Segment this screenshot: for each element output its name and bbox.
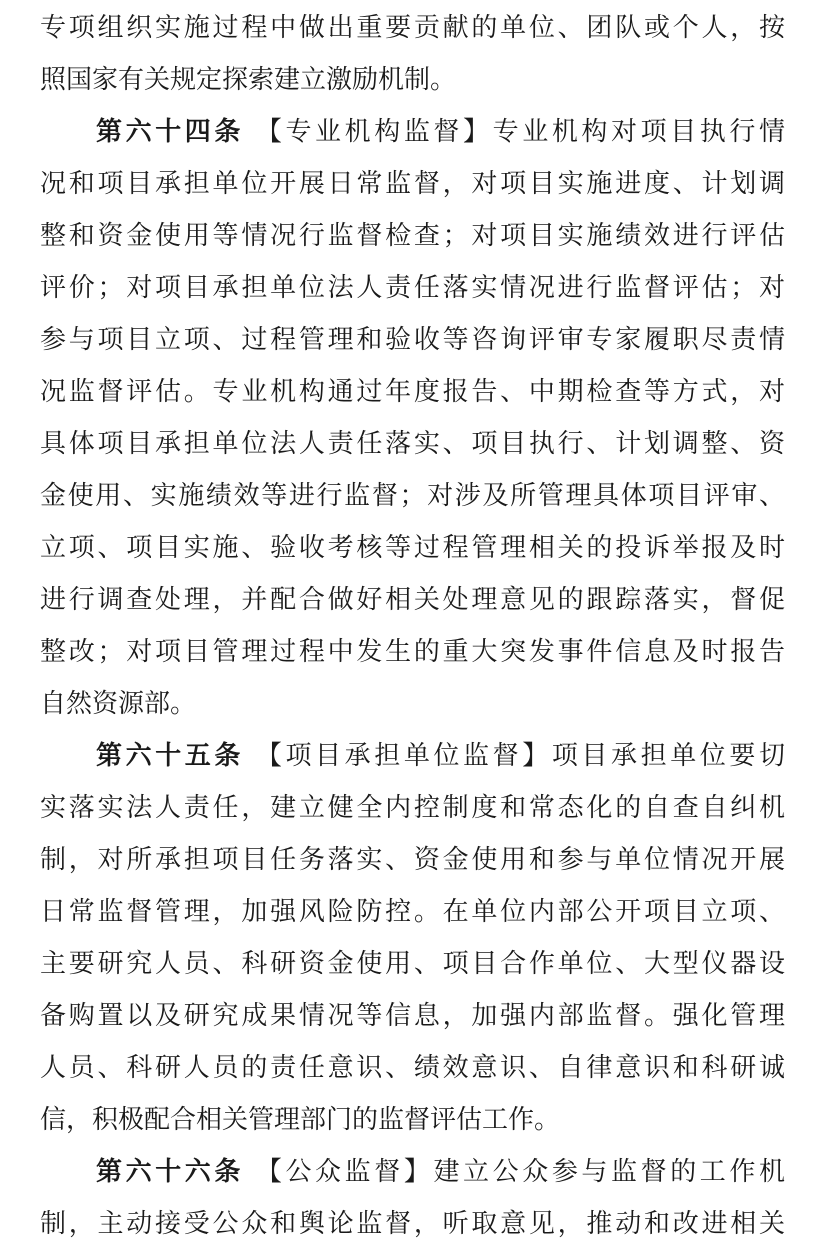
article-number: 第六十四条 (96, 117, 244, 147)
article-number: 第六十六条 (96, 1157, 244, 1187)
text-line: 具体项目承担单位法人责任落实、项目执行、计划调整、资 (40, 429, 785, 459)
article-64-first-line (96, 112, 785, 152)
article-text: 项目承担单位要切 (551, 741, 785, 771)
text-line: 日常监督管理，加强风险防控。在单位内部公开项目立项、 (40, 897, 785, 927)
text-line: 参与项目立项、过程管理和验收等咨询评审专家履职尽责情 (40, 325, 785, 355)
text-line: 立项、项目实施、验收考核等过程管理相关的投诉举报及时 (40, 533, 785, 563)
article-66-first-line (96, 1152, 785, 1192)
text-line: 况监督评估。专业机构通过年度报告、中期检查等方式，对 (40, 377, 785, 407)
text-line: 整改；对项目管理过程中发生的重大突发事件信息及时报告 (40, 637, 785, 667)
text-line: 照国家有关规定探索建立激励机制。 (40, 65, 457, 95)
text-line: 主要研究人员、科研资金使用、项目合作单位、大型仪器设 (40, 949, 785, 979)
text-line: 备购置以及研究成果情况等信息，加强内部监督。强化管理 (40, 1001, 785, 1031)
text-line: 专项组织实施过程中做出重要贡献的单位、团队或个人，按 (40, 13, 785, 43)
article-65-first-line (96, 736, 785, 776)
article-heading: 【专业机构监督】 (255, 117, 493, 147)
article-text: 建立公众参与监督的工作机 (433, 1157, 785, 1187)
article-text: 专业机构对项目执行情 (492, 117, 785, 147)
text-line: 金使用、实施绩效等进行监督；对涉及所管理具体项目评审、 (40, 481, 785, 511)
text-line: 信，积极配合相关管理部门的监督评估工作。 (40, 1105, 561, 1135)
text-line: 人员、科研人员的责任意识、绩效意识、自律意识和科研诚 (40, 1053, 785, 1083)
article-heading: 【公众监督】 (255, 1157, 434, 1187)
text-line: 实落实法人责任，建立健全内控制度和常态化的自查自纠机 (40, 793, 785, 823)
text-line: 况和项目承担单位开展日常监督，对项目实施进度、计划调 (40, 169, 785, 199)
text-line: 整和资金使用等情况行监督检查；对项目实施绩效进行评估 (40, 221, 785, 251)
text-line: 评价；对项目承担单位法人责任落实情况进行监督评估；对 (40, 273, 785, 303)
article-heading: 【项目承担单位监督】 (255, 741, 552, 771)
article-number: 第六十五条 (96, 741, 244, 771)
text-line: 进行调查处理，并配合做好相关处理意见的跟踪落实，督促 (40, 585, 785, 615)
text-line: 制，对所承担项目任务落实、资金使用和参与单位情况开展 (40, 845, 785, 875)
text-line: 制，主动接受公众和舆论监督，听取意见，推动和改进相关 (40, 1209, 785, 1239)
text-line: 自然资源部。 (40, 689, 197, 719)
